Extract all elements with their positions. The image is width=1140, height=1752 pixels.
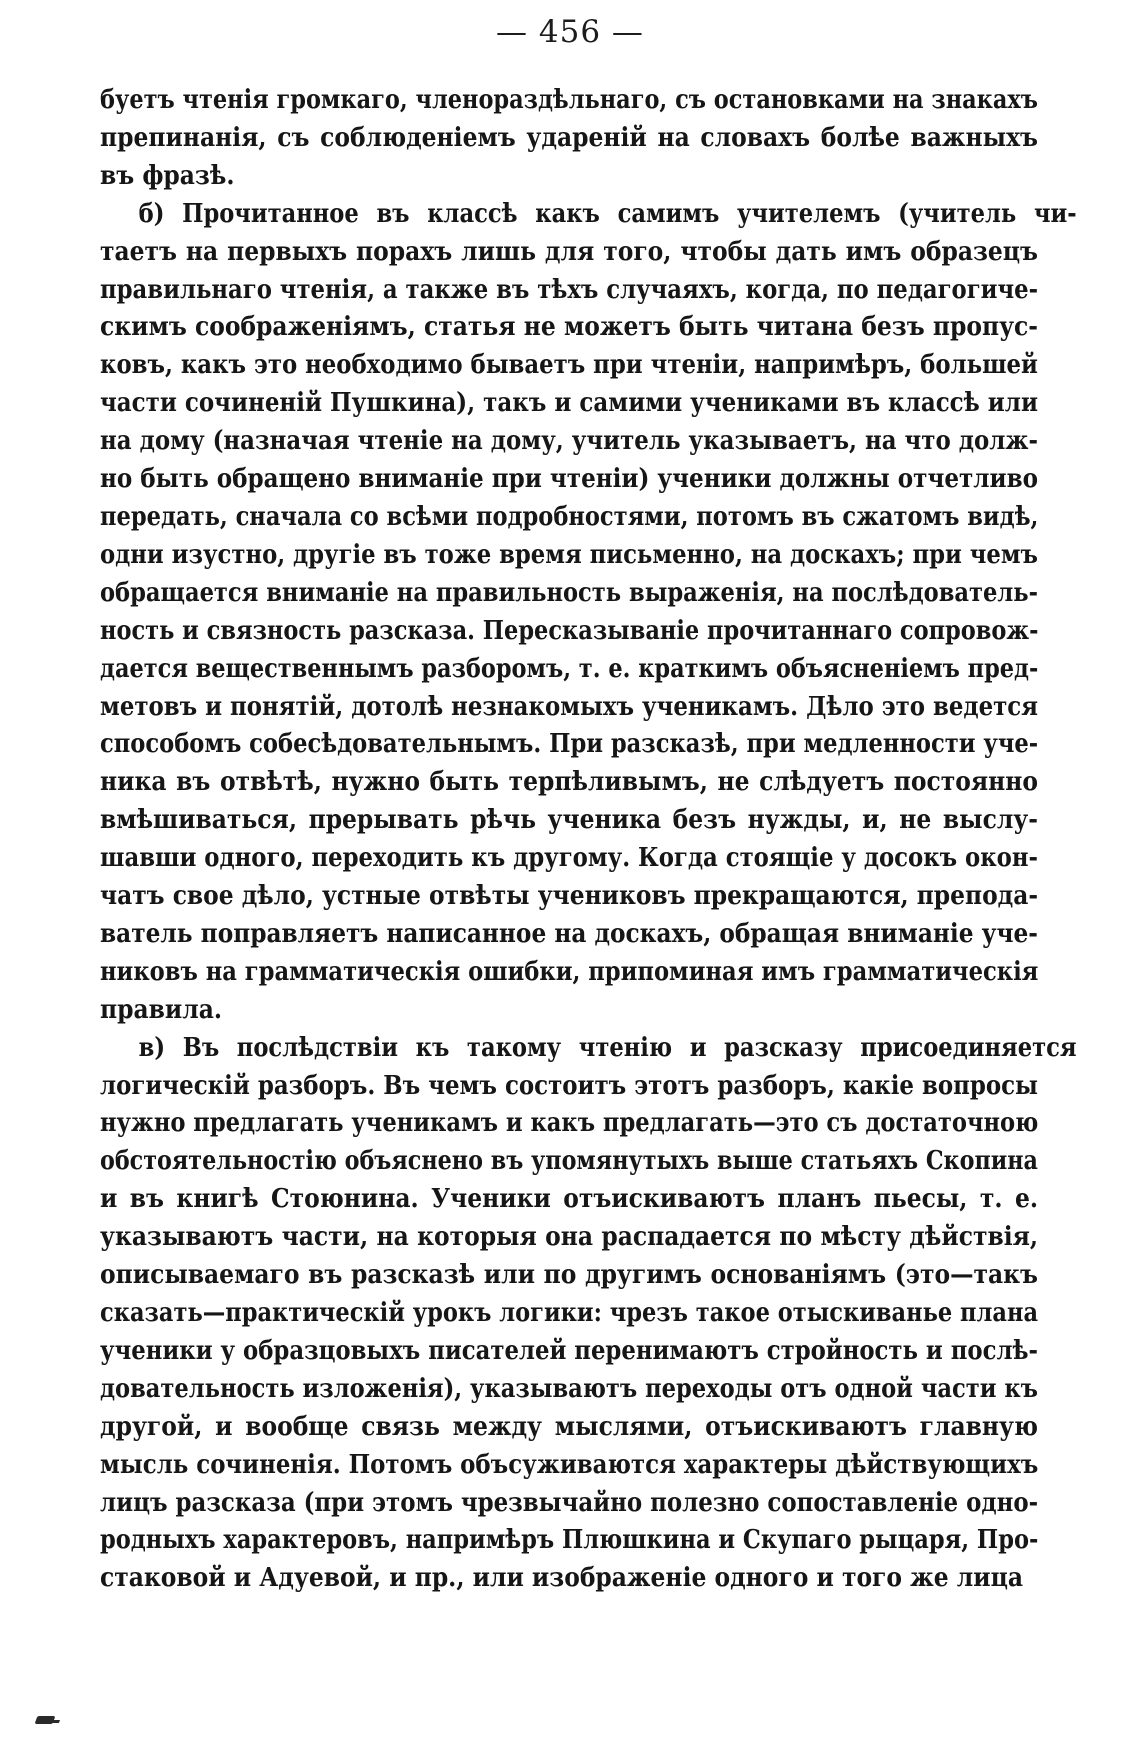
text-line: въ фразѣ. bbox=[100, 160, 235, 191]
text-line: б) Прочитанное въ классѣ какъ самимъ учителемъ (учитель чи- bbox=[138, 198, 1077, 229]
text-line: метовъ и понятій, дотолѣ незнакомыхъ ученикамъ. Дѣло это ведется bbox=[100, 691, 1039, 722]
text-line: никовъ на грамматическія ошибки, припоминая имъ грамматическія bbox=[100, 956, 1039, 987]
paragraph-b bbox=[100, 196, 1077, 1030]
page-number: — 456 — bbox=[496, 14, 644, 50]
text-line: ученики у образцовыхъ писателей перенимаютъ стройность и послѣ- bbox=[100, 1335, 1038, 1366]
text-line: дается вещественнымъ разборомъ, т. е. краткимъ объясненіемъ пред- bbox=[100, 653, 1039, 684]
text-line: другой, и вообще связь между мыслями, отъискиваютъ главную bbox=[100, 1411, 1038, 1442]
text-line: но быть обращено вниманіе при чтеніи) ученики должны отчетливо bbox=[100, 464, 1039, 495]
text-line: на дому (назначая чтеніе на дому, учитель указываетъ, на что долж- bbox=[100, 426, 1038, 457]
text-line: вмѣшиваться, прерывать рѣчь ученика безъ нужды, и, не выслу- bbox=[100, 805, 1038, 836]
scan-mark-icon bbox=[35, 1716, 56, 1724]
text-line: буетъ чтенія громкаго, членораздѣльнаго, съ остановками на знакахъ bbox=[100, 85, 1038, 115]
text-line: логическій разборъ. Въ чемъ состоитъ этотъ разборъ, какіе вопросы bbox=[100, 1070, 1038, 1101]
text-line: указываютъ части, на которыя она распадается по мѣсту дѣйствія, bbox=[100, 1222, 1038, 1253]
text-line: чатъ свое дѣло, устные отвѣты учениковъ прекращаются, препода- bbox=[100, 881, 1039, 912]
text-line: нужно предлагать ученикамъ и какъ предлагать—это съ достаточною bbox=[100, 1108, 1039, 1139]
text-line: обстоятельностію объяснено въ упомянутыхъ выше статьяхъ Скопина bbox=[100, 1146, 1038, 1177]
text-line: родныхъ характеровъ, напримѣръ Плюшкина и Скупаго рыцаря, Про- bbox=[100, 1525, 1039, 1556]
text-line: ковъ, какъ это необходимо бываетъ при чтеніи, напримѣръ, большей bbox=[100, 350, 1038, 381]
text-line: части сочиненій Пушкина), такъ и самими учениками въ классѣ или bbox=[100, 388, 1039, 419]
text-line: правильнаго чтенія, а также въ тѣхъ случаяхъ, когда, по педагогиче- bbox=[100, 274, 1039, 305]
text-line: шавши одного, переходить къ другому. Когда стоящіе у досокъ окон- bbox=[100, 843, 1038, 874]
text-line: сказать—практическій урокъ логики: чрезъ такое отыскиванье плана bbox=[100, 1298, 1039, 1328]
text-line: правила. bbox=[100, 994, 223, 1025]
text-line: способомъ собесѣдовательнымъ. При разсказѣ, при медленности уче- bbox=[100, 729, 1039, 760]
text-line: ность и связность разсказа. Пересказываніе прочитаннаго сопровож- bbox=[100, 615, 1039, 646]
text-line: одни изустно, другіе въ тоже время письменно, на доскахъ; при чемъ bbox=[100, 539, 1038, 570]
text-line: стаковой и Адуевой, и пр., или изображеніе одного и того же лица bbox=[100, 1563, 1024, 1594]
text-line: описываемаго въ разсказѣ или по другимъ основаніямъ (это—такъ bbox=[100, 1260, 1038, 1291]
text-line: лицъ разсказа (при этомъ чрезвычайно полезно сопоставленіе одно- bbox=[100, 1487, 1039, 1518]
text-line: препинанія, съ соблюденіемъ удареній на словахъ болѣе важныхъ bbox=[100, 122, 1038, 153]
text-line: ника въ отвѣтѣ, нужно быть терпѣливымъ, не слѣдуетъ постоянно bbox=[100, 767, 1038, 798]
text-line: ватель поправляетъ написанное на доскахъ, обращая вниманіе уче- bbox=[100, 918, 1038, 949]
text-line: скимъ соображеніямъ, статья не можетъ быть читана безъ пропус- bbox=[100, 312, 1038, 343]
paragraph-v bbox=[100, 1030, 1077, 1599]
text-line: обращается вниманіе на правильность выраженія, на послѣдователь- bbox=[100, 577, 1038, 608]
text-line: и въ книгѣ Стоюнина. Ученики отъискиваютъ планъ пьесы, т. е. bbox=[100, 1184, 1038, 1215]
text-line: довательность изложенія), указываютъ переходы отъ одной части къ bbox=[100, 1373, 1038, 1404]
text-line: в) Въ послѣдствіи къ такому чтенію и разсказу присоединяется bbox=[138, 1032, 1077, 1063]
paragraph-continuation bbox=[100, 82, 1038, 196]
body-text bbox=[100, 82, 1077, 1598]
text-line: передать, сначала со всѣми подробностями, потомъ въ сжатомъ видѣ, bbox=[100, 501, 1039, 532]
text-line: мысль сочиненія. Потомъ объсуживаются характеры дѣйствующихъ bbox=[100, 1449, 1039, 1480]
text-line: таетъ на первыхъ порахъ лишь для того, чтобы дать имъ образецъ bbox=[100, 236, 1038, 267]
